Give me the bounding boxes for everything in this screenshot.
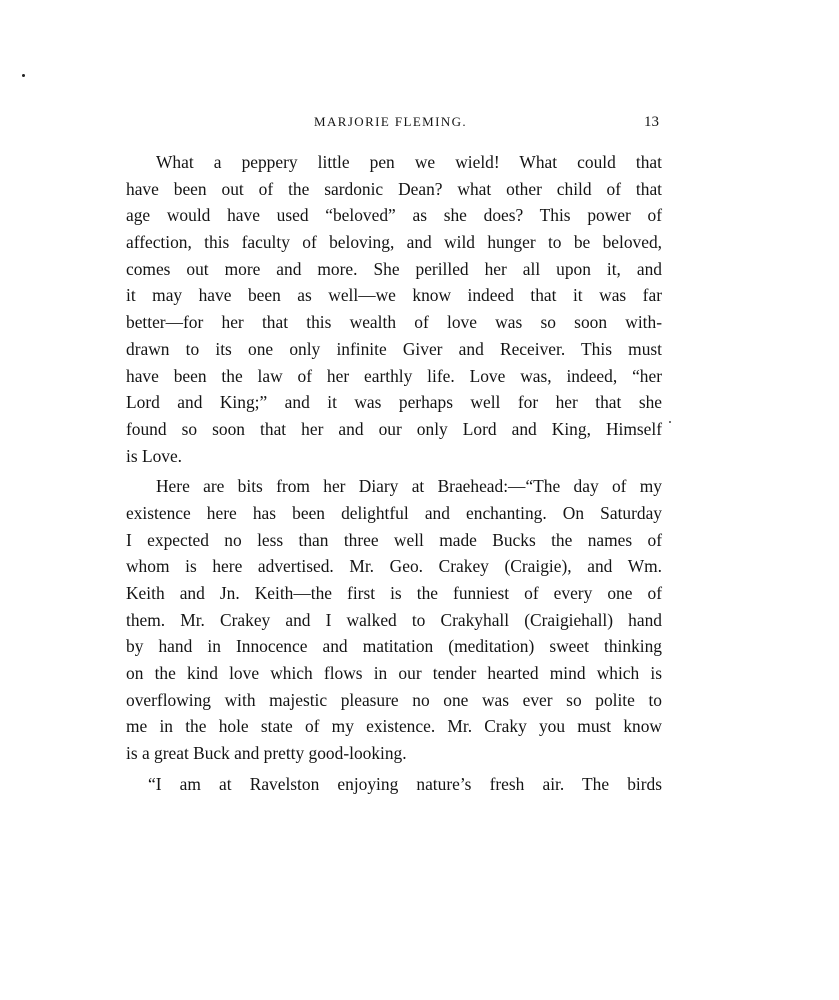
text-line: I expected no less than three well made Bucks the names of: [126, 529, 662, 550]
text-line: is Love.: [126, 445, 183, 466]
text-line: is a great Buck and pretty good-looking.: [126, 743, 407, 764]
running-head: [0, 112, 839, 132]
text-line: whom is here advertised. Mr. Geo. Crakey (Craigie), and Wm.: [126, 556, 662, 577]
text-line: “I am at Ravelston enjoying nature’s fresh air. The birds: [148, 773, 662, 794]
text-line: it may have been as well—we know indeed that it was far: [126, 285, 662, 306]
print-speck: [669, 421, 671, 423]
text-line: comes out more and more. She perilled her all upon it, and: [126, 258, 662, 279]
body-text: [126, 149, 662, 798]
text-line: me in the hole state of my existence. Mr. Craky you must know: [126, 716, 662, 737]
text-line: drawn to its one only infinite Giver and Receiver. This must: [126, 338, 662, 359]
text-line: found so soon that her and our only Lord and King, Himself: [126, 418, 662, 439]
page-number: 13: [644, 114, 659, 130]
text-line: Keith and Jn. Keith—the first is the funniest of every one of: [126, 583, 662, 603]
print-speck: [22, 74, 25, 77]
text-line: better—for her that this wealth of love was so soon with-: [126, 312, 662, 333]
text-line: them. Mr. Crakey and I walked to Crakyhall (Craigiehall) hand: [126, 609, 662, 630]
text-line: have been the law of her earthly life. Love was, indeed, “her: [126, 365, 662, 386]
text-line: by hand in Innocence and matitation (meditation) sweet thinking: [126, 636, 662, 657]
text-line: Here are bits from her Diary at Braehead:—“The day of my: [156, 476, 662, 497]
text-line: What a peppery little pen we wield! What could that: [156, 152, 662, 172]
text-line: Lord and King;” and it was perhaps well for her that she: [126, 392, 662, 413]
text-line: affection, this faculty of beloving, and wild hunger to be beloved,: [126, 232, 662, 253]
text-line: overflowing with majestic pleasure no one was ever so polite to: [126, 689, 662, 710]
text-line: have been out of the sardonic Dean? what other child of that: [126, 178, 662, 199]
running-title: MARJORIE FLEMING.: [314, 114, 468, 129]
text-line: on the kind love which flows in our tender hearted mind which is: [126, 663, 662, 684]
text-line: existence here has been delightful and enchanting. On Saturday: [126, 502, 662, 523]
text-line: age would have used “beloved” as she does? This power of: [126, 205, 662, 226]
